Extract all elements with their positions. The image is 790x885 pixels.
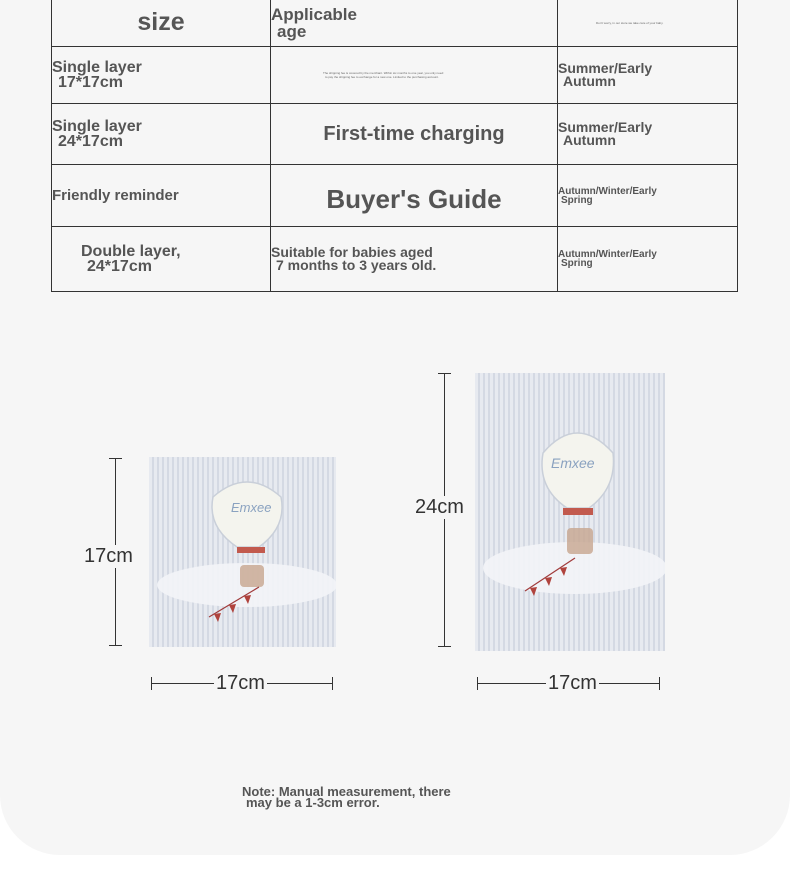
size-line2: 17*17cm: [58, 74, 123, 91]
season-cell: [558, 47, 738, 104]
season-line2: Spring: [561, 194, 593, 206]
size-header: [52, 0, 271, 47]
fine-print-line2: to pay the shipping fee to exchange for a new one. Limited to the purchasing account.: [325, 75, 439, 79]
small-width-label: 17cm: [216, 672, 265, 694]
large-height-label: 24cm: [415, 496, 464, 518]
balloon-print-text: Emxee: [551, 455, 595, 471]
season-cell: [558, 104, 738, 165]
size-line1: Single layer: [52, 59, 142, 76]
season-cell: [558, 165, 738, 227]
season-cell: [558, 227, 738, 292]
season-line1: Summer/Early: [558, 60, 653, 76]
size-line2: 24*17cm: [58, 133, 123, 150]
hot-air-balloon-icon: [475, 373, 665, 651]
fine-print-header: Don't worry, in our store we take care of your baby.: [596, 20, 664, 25]
large-cloth-image: [475, 373, 665, 651]
small-height-label: 17cm: [84, 545, 133, 567]
small-width-cap-left: [151, 677, 152, 690]
age-header-line2: age: [277, 21, 307, 41]
season-line1: Summer/Early: [558, 119, 653, 135]
fine-print-header-cell: [558, 0, 738, 47]
fine-print-line1: The shipping fee is covered by the merchant. Within six months to one year, you only need: [323, 71, 444, 75]
size-line1: Single layer: [52, 118, 142, 135]
age-header-line1: Applicable: [271, 4, 357, 24]
table-row: [52, 165, 738, 227]
season-line2: Spring: [561, 258, 593, 269]
table-header-row: [52, 0, 738, 47]
small-height-cap-top: [109, 458, 122, 459]
size-header-text: size: [137, 8, 185, 36]
age-range-line2: 7 months to 3 years old.: [276, 257, 437, 273]
table-row: [52, 47, 738, 104]
small-cloth-image: [149, 457, 336, 647]
table-row: [52, 227, 738, 292]
note-line1: Note: Manual measurement, there: [242, 784, 451, 799]
large-height-cap-bottom: [438, 646, 451, 647]
age-range-line1: Suitable for babies aged: [271, 244, 433, 260]
size-cell: [52, 104, 271, 165]
size-age-table: [51, 0, 738, 292]
friendly-reminder-text: Friendly reminder: [52, 187, 179, 204]
buyers-guide-text: Buyer's Guide: [326, 184, 502, 214]
season-line1: Autumn/Winter/Early: [558, 249, 657, 260]
measurement-note: [242, 786, 451, 808]
large-width-cap-right: [659, 677, 660, 690]
size-cell: [52, 47, 271, 104]
season-line2: Autumn: [563, 73, 616, 89]
balloon-print-text: Emxee: [231, 500, 272, 515]
buyers-guide-cell: [271, 165, 558, 227]
small-height-cap-bottom: [109, 645, 122, 646]
large-width-cap-left: [477, 677, 478, 690]
size-cell: [52, 227, 271, 292]
age-header: [271, 0, 558, 47]
fine-print-cell: [271, 47, 558, 104]
first-time-charging-cell: [271, 104, 558, 165]
large-width-label: 17cm: [548, 672, 597, 694]
table-row: [52, 104, 738, 165]
note-line2: may be a 1-3cm error.: [246, 795, 380, 810]
friendly-reminder-cell: [52, 165, 271, 227]
size-line1: Double layer,: [81, 243, 181, 260]
season-line2: Autumn: [563, 132, 616, 148]
season-line1: Autumn/Winter/Early: [558, 185, 657, 197]
small-width-cap-right: [332, 677, 333, 690]
first-time-charging-text: First-time charging: [323, 122, 505, 145]
large-height-cap-top: [438, 373, 451, 374]
age-range-cell: [271, 227, 558, 292]
hot-air-balloon-icon: [149, 457, 336, 647]
size-line2: 24*17cm: [87, 258, 152, 275]
